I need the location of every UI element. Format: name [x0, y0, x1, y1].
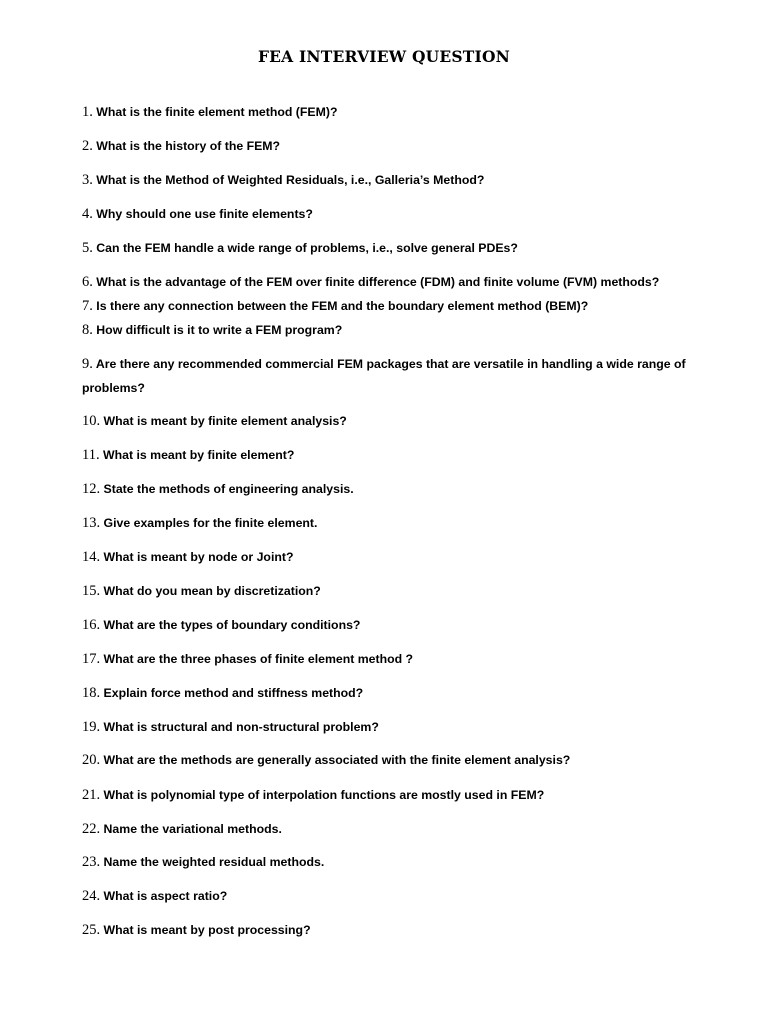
question-item: [82, 236, 702, 260]
question-item: [82, 647, 702, 671]
question-text: Give examples for the finite element.: [103, 516, 318, 530]
question-text: What are the types of boundary conditions?: [103, 618, 361, 632]
question-item: [82, 352, 702, 400]
question-text: Explain force method and stiffness method?: [103, 686, 364, 700]
question-item: [82, 783, 702, 807]
question-item: [82, 202, 702, 226]
question-item: [82, 817, 702, 841]
question-number: 2.: [82, 138, 93, 154]
question-number: 12.: [82, 481, 101, 497]
question-number: 9.: [82, 356, 93, 372]
question-text: What is the finite element method (FEM)?: [96, 105, 338, 119]
question-number: 4.: [82, 206, 93, 222]
question-text: Can the FEM handle a wide range of problems, i.e., solve general PDEs?: [96, 241, 518, 255]
question-number: 22.: [82, 821, 101, 837]
question-text: What is meant by post processing?: [103, 923, 311, 937]
question-number: 16.: [82, 617, 101, 633]
question-text: What do you mean by discretization?: [103, 584, 321, 598]
question-text: How difficult is it to write a FEM program?: [96, 323, 343, 337]
question-text: Name the weighted residual methods.: [103, 855, 325, 869]
question-number: 20.: [82, 752, 101, 768]
question-item: [82, 270, 702, 294]
question-number: 23.: [82, 854, 101, 870]
question-number: 8.: [82, 322, 93, 338]
question-text: What is polynomial type of interpolation functions are mostly used in FEM?: [103, 788, 545, 802]
question-text: Is there any connection between the FEM and the boundary element method (BEM)?: [96, 299, 589, 313]
question-number: 7.: [82, 298, 93, 314]
question-item: [82, 511, 702, 535]
question-text: What is the advantage of the FEM over finite difference (FDM) and finite volume (FVM) methods?: [96, 275, 660, 289]
question-number: 24.: [82, 888, 101, 904]
question-text: What are the methods are generally associated with the finite element analysis?: [103, 753, 571, 767]
question-number: 6.: [82, 274, 93, 290]
question-item: [82, 681, 702, 705]
question-text: Why should one use finite elements?: [96, 207, 313, 221]
question-text: Are there any recommended commercial FEM packages that are versatile in handling a wide range of problems?: [82, 357, 686, 395]
question-item: [82, 409, 702, 433]
question-item: [82, 579, 702, 603]
question-item: [82, 715, 702, 739]
question-item: [82, 100, 702, 124]
question-text: What is the Method of Weighted Residuals, i.e., Galleria’s Method?: [96, 173, 485, 187]
question-text: What is meant by finite element analysis?: [103, 414, 347, 428]
question-item: [82, 477, 702, 501]
question-number: 17.: [82, 651, 101, 667]
question-number: 21.: [82, 787, 101, 803]
question-item: [82, 134, 702, 158]
question-number: 5.: [82, 240, 93, 256]
document-title: FEA INTERVIEW QUESTION: [257, 47, 511, 66]
question-item: [82, 294, 702, 318]
question-number: 19.: [82, 719, 101, 735]
question-number: 11.: [82, 447, 100, 463]
question-number: 15.: [82, 583, 101, 599]
question-number: 3.: [82, 172, 93, 188]
question-text: What is meant by finite element?: [103, 448, 295, 462]
question-text: What is aspect ratio?: [103, 889, 228, 903]
question-item: [82, 884, 702, 908]
question-text: Name the variational methods.: [103, 822, 282, 836]
question-item: [82, 168, 702, 192]
question-item: [82, 318, 702, 342]
question-number: 13.: [82, 515, 101, 531]
question-text: What is structural and non-structural problem?: [103, 720, 379, 734]
question-item: [82, 613, 702, 637]
question-number: 18.: [82, 685, 101, 701]
question-item: [82, 748, 702, 772]
question-number: 14.: [82, 549, 101, 565]
question-text: What is the history of the FEM?: [96, 139, 281, 153]
question-text: What are the three phases of finite element method ?: [103, 652, 414, 666]
question-item: [82, 918, 702, 942]
question-item: [82, 850, 702, 874]
question-text: What is meant by node or Joint?: [103, 550, 294, 564]
question-item: [82, 545, 702, 569]
question-number: 25.: [82, 922, 101, 938]
question-text: State the methods of engineering analysis.: [103, 482, 354, 496]
question-item: [82, 443, 702, 467]
question-number: 1.: [82, 104, 93, 120]
question-number: 10.: [82, 413, 101, 429]
